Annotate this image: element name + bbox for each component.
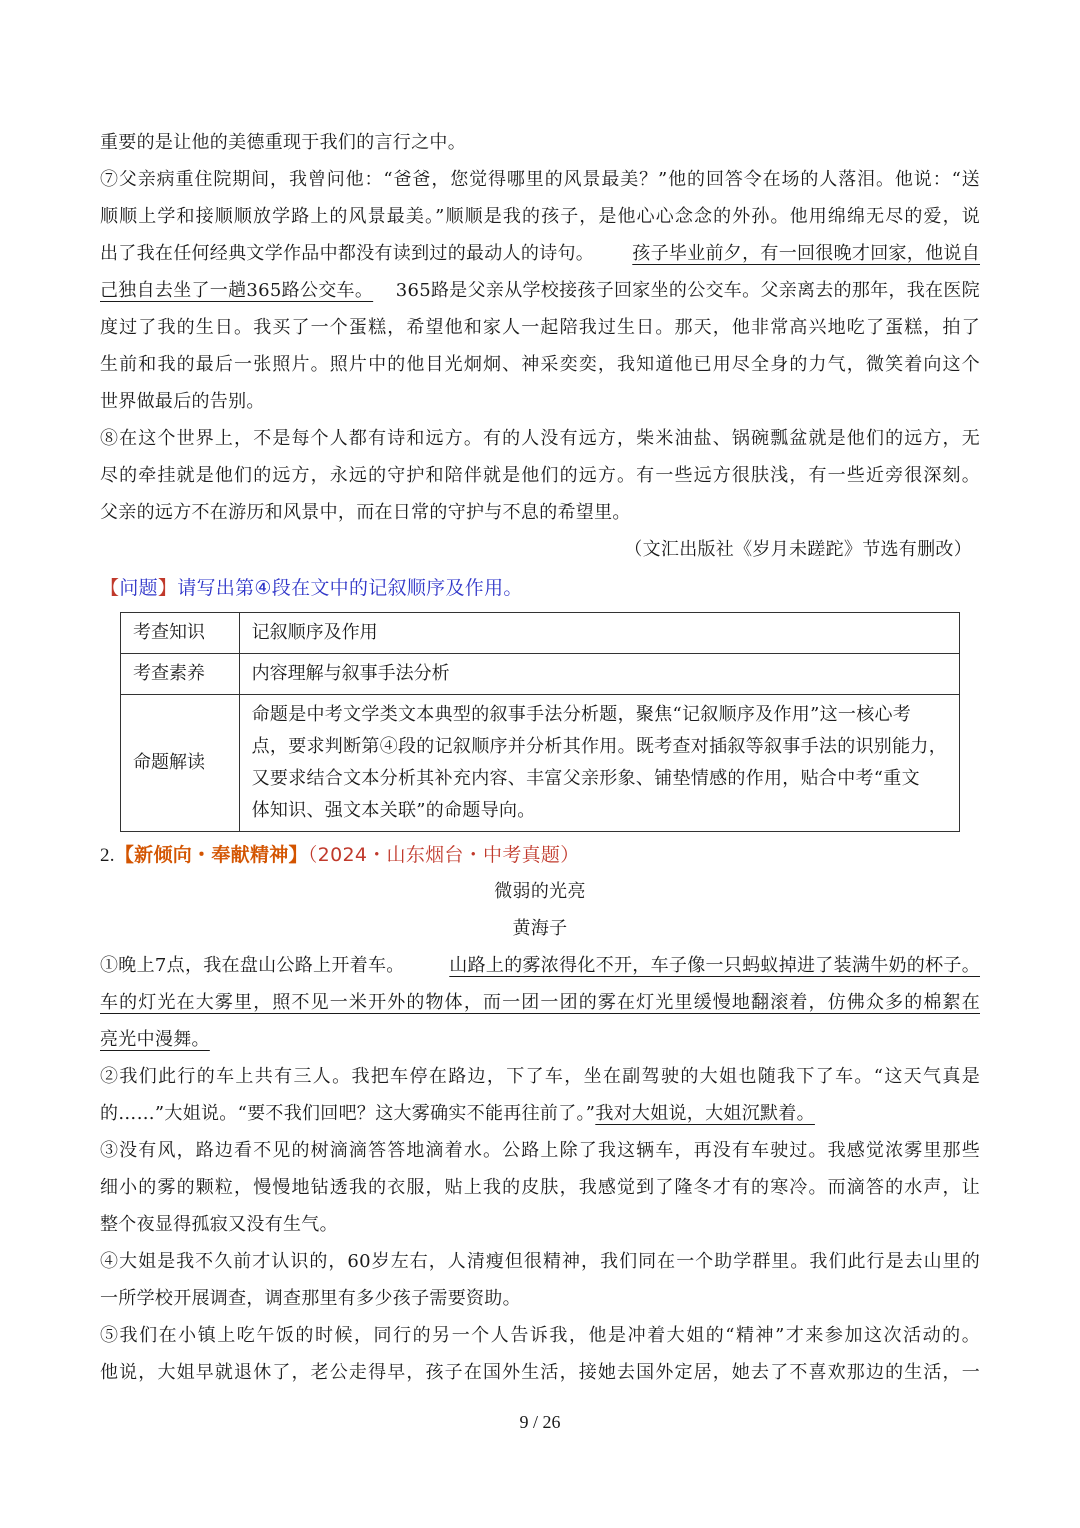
paragraph-line: ⑧在这个世界上，不是每个人都有诗和远方。有的人没有远方，柴米油盐、锅碗瓢盆就是他们的远方，无 [100, 428, 980, 449]
paragraph-line: 生前和我的最后一张照片。照片中的他目光炯炯、神采奕奕，我知道他已用尽全身的力气，微笑着向这个 [100, 354, 980, 375]
table-row [121, 613, 960, 654]
underlined-text: 孩子毕业前夕，有一回很晚才回家，他说自 [632, 243, 980, 264]
underlined-text: 亮光中漫舞。 [100, 1029, 210, 1050]
question-bracket-open: 【 [100, 577, 120, 599]
table-key: 命题解读 [121, 695, 240, 832]
item-heading [100, 843, 980, 868]
table-row [121, 695, 960, 832]
question-text: 请写出第④段在文中的记叙顺序及作用。 [177, 577, 523, 599]
question-label: 问题 [119, 577, 158, 599]
passage-author: 黄海子 [512, 918, 568, 939]
paragraph-line: 整个夜显得孤寂又没有生气。 [100, 1214, 338, 1235]
table-value-line: 体知识、强文本关联”的命题导向。 [251, 800, 536, 821]
paragraph-line: 父亲的远方不在游历和风景中，而在日常的守护与不息的希望里。 [100, 502, 631, 523]
text-span: 的……”大姐说。“要不我们回吧？这大雾确实不能再往前了。” [100, 1103, 596, 1124]
table-value-line: 命题是中考文学类文本典型的叙事手法分析题，聚焦“记叙顺序及作用”这一核心考 [251, 704, 912, 725]
item-number: 2. [100, 845, 115, 866]
table-value: 记叙顺序及作用 [239, 613, 959, 654]
paragraph-line: ⑤我们在小镇上吃午饭的时候，同行的另一个人告诉我，他是冲着大姐的“精神”才来参加这次活动的。 [100, 1325, 980, 1346]
underlined-text: 己独自去坐了一趟365路公交车。 [100, 280, 374, 301]
table-value-line: 又要求结合文本分析其补充内容、丰富父亲形象、铺垫情感的作用，贴合中考“重文 [251, 768, 920, 789]
paragraph-line: ④大姐是我不久前才认识的，60岁左右，人清瘦但很精神，我们同在一个助学群里。我们此行是去山里的 [100, 1251, 980, 1272]
paragraph-line: ⑦父亲病重住院期间，我曾问他：“爸爸，您觉得哪里的风景最美？”他的回答令在场的人落泪。他说：“送 [100, 169, 980, 190]
table-value-line: 点，要求判断第④段的记叙顺序并分析其作用。既考查对插叙等叙事手法的识别能力， [251, 736, 947, 757]
underlined-text: 我对大姐说，大姐沉默着。 [595, 1103, 815, 1124]
text-span: ①晚上7点，我在盘山公路上开着车。 [100, 955, 405, 976]
table-key: 考查知识 [121, 613, 240, 654]
paragraph-line: ②我们此行的车上共有三人。我把车停在路边，下了车，坐在副驾驶的大姐也随我下了车。“这天气真是 [100, 1066, 980, 1087]
paragraph-line: 细小的雾的颗粒，慢慢地钻透我的衣服，贴上我的皮肤，我感觉到了隆冬才有的寒冷。而滴答的水声，让 [100, 1177, 980, 1198]
paragraph-line: 重要的是让他的美德重现于我们的言行之中。 [100, 132, 466, 153]
paragraph-line [100, 279, 980, 303]
table-row [121, 654, 960, 695]
item-source: （2024・山东烟台・中考真题） [307, 844, 580, 866]
paragraph-line: 他说，大姐早就退休了，老公走得早，孩子在国外生活，接她去国外定居，她去了不喜欢那边的生活，一 [100, 1362, 980, 1383]
paragraph-line: 顺顺上学和接顺顺放学路上的风景最美。”顺顺是我的孩子，是他心心念念的外孙。他用绵绵无尽的爱，说 [100, 206, 980, 227]
table-key: 考查素养 [121, 654, 240, 695]
paragraph-line [100, 1102, 980, 1126]
passage-title: 微弱的光亮 [494, 881, 586, 902]
citation: （文汇出版社《岁月未蹉跎》节选有删改） [624, 539, 972, 560]
question-bracket-close: 】 [157, 577, 178, 599]
paragraph-line: ③没有风，路边看不见的树滴滴答答地滴着水。公路上除了我这辆车，再没有车驶过。我感觉浓雾里那些 [100, 1140, 980, 1161]
table-value: 内容理解与叙事手法分析 [239, 654, 959, 695]
text-span: 出了我在任何经典文学作品中都没有读到过的最动人的诗句。 [100, 243, 595, 264]
page-number: 9 / 26 [519, 1412, 561, 1432]
underlined-line: 车的灯光在大雾里，照不见一米开外的物体，而一团一团的雾在灯光里缓慢地翻滚着，仿佛众多的棉絮在 [100, 992, 980, 1013]
table-value [239, 695, 959, 832]
paragraph-line: 尽的牵挂就是他们的远方，永远的守护和陪伴就是他们的远方。有一些远方很肤浅，有一些近旁很深刻。 [100, 465, 980, 486]
underlined-text: 山路上的雾浓得化不开，车子像一只蚂蚁掉进了装满牛奶的杯子。 [449, 955, 980, 976]
paragraph-line: 一所学校开展调查，调查那里有多少孩子需要资助。 [100, 1288, 521, 1309]
text-span: 365路是父亲从学校接孩子回家坐的公交车。父亲离去的那年，我在医院 [395, 280, 980, 301]
underlined-line [100, 1028, 980, 1052]
analysis-table [120, 612, 960, 832]
paragraph-line [100, 954, 980, 978]
item-tag: 【新倾向・奉献精神】 [114, 844, 308, 866]
paragraph-line: 度过了我的生日。我买了一个蛋糕，希望他和家人一起陪我过生日。那天，他非常高兴地吃了蛋糕，拍了 [100, 317, 980, 338]
paragraph-line [100, 242, 980, 266]
question-line [100, 576, 980, 600]
paragraph-line: 世界做最后的告别。 [100, 391, 265, 412]
